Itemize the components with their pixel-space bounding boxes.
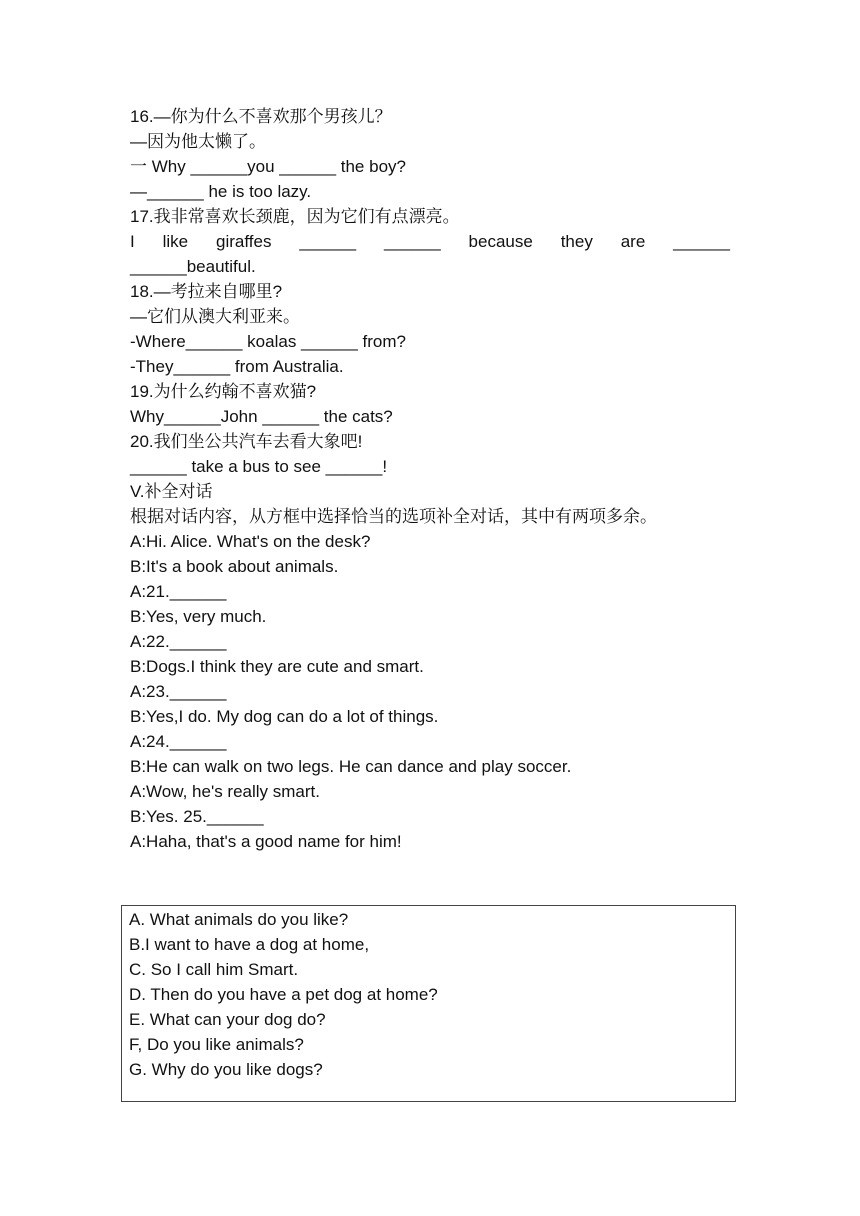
q17-chinese-line: 17.我非常喜欢长颈鹿，因为它们有点漂亮。 — [130, 207, 460, 226]
q16-english-line-2: —______ he is too lazy. — [130, 182, 312, 201]
q17-blank: ______ — [673, 232, 730, 251]
option-item: G. Why do you like dogs? — [129, 1060, 323, 1079]
q16-english-line-1: 一 Why ______you ______ the boy? — [130, 157, 406, 176]
dialogue-line: A:21.______ — [130, 582, 227, 601]
dialogue-line: A:24.______ — [130, 732, 227, 751]
q17-word: they — [560, 232, 593, 251]
dialogue-line: A:Wow, he's really smart. — [130, 782, 320, 801]
option-item: C. So I call him Smart. — [129, 960, 299, 979]
dialogue-line: A:22.______ — [130, 632, 227, 651]
q19-chinese-line: 19.为什么约翰不喜欢猫? — [130, 382, 317, 401]
options-box — [121, 905, 736, 1102]
q17-word: like — [162, 232, 189, 251]
option-item: B.I want to have a dog at home, — [129, 935, 370, 954]
q18-chinese-line-2: —它们从澳大利亚来。 — [130, 307, 300, 326]
option-item: A. What animals do you like? — [129, 910, 349, 929]
dialogue-line: B:He can walk on two legs. He can dance and play soccer. — [130, 757, 572, 776]
options-list — [129, 907, 438, 1082]
q16-chinese-line-2: —因为他太懒了。 — [130, 132, 266, 151]
q17-word: giraffes — [216, 232, 272, 251]
q17-word: are — [620, 232, 646, 251]
q19-english-line: Why______John ______ the cats? — [130, 407, 393, 426]
section-instruction: 根据对话内容，从方框中选择恰当的选项补全对话，其中有两项多余。 — [130, 507, 657, 526]
dialogue-line: B:Yes,I do. My dog can do a lot of things. — [130, 707, 439, 726]
dialogue-line: B:Yes. 25.______ — [130, 807, 264, 826]
q20-chinese-line: 20.我们坐公共汽车去看大象吧! — [130, 432, 363, 451]
dialogue-line: B:Yes, very much. — [130, 607, 267, 626]
q16-chinese-line-1: 16.—你为什么不喜欢那个男孩儿？ — [130, 107, 392, 126]
dialogue-line: A:Hi. Alice. What's on the desk? — [130, 532, 371, 551]
q17-blank: ______ — [383, 232, 441, 251]
q17-word: because — [468, 232, 533, 251]
dialogue-line: B:It's a book about animals. — [130, 557, 339, 576]
q17-word: I — [130, 232, 135, 251]
q20-english-line: ______ take a bus to see ______! — [130, 457, 388, 476]
q18-english-line-2: -They______ from Australia. — [130, 357, 344, 376]
q17-english-line-2: ______beautiful. — [130, 257, 256, 276]
option-item: F, Do you like animals? — [129, 1035, 304, 1054]
q18-english-line-1: -Where______ koalas ______ from? — [130, 332, 406, 351]
section-heading: V.补全对话 — [130, 482, 213, 501]
dialogue-line: A:Haha, that's a good name for him! — [130, 832, 402, 851]
q18-chinese-line-1: 18.—考拉来自哪里? — [130, 282, 283, 301]
option-item: E. What can your dog do? — [129, 1010, 326, 1029]
q17-english-line-1 — [130, 229, 730, 254]
option-item: D. Then do you have a pet dog at home? — [129, 985, 438, 1004]
q17-blank: ______ — [299, 232, 357, 251]
dialogue-line: A:23.______ — [130, 682, 227, 701]
exercise-content — [130, 104, 730, 854]
dialogue-line: B:Dogs.I think they are cute and smart. — [130, 657, 424, 676]
